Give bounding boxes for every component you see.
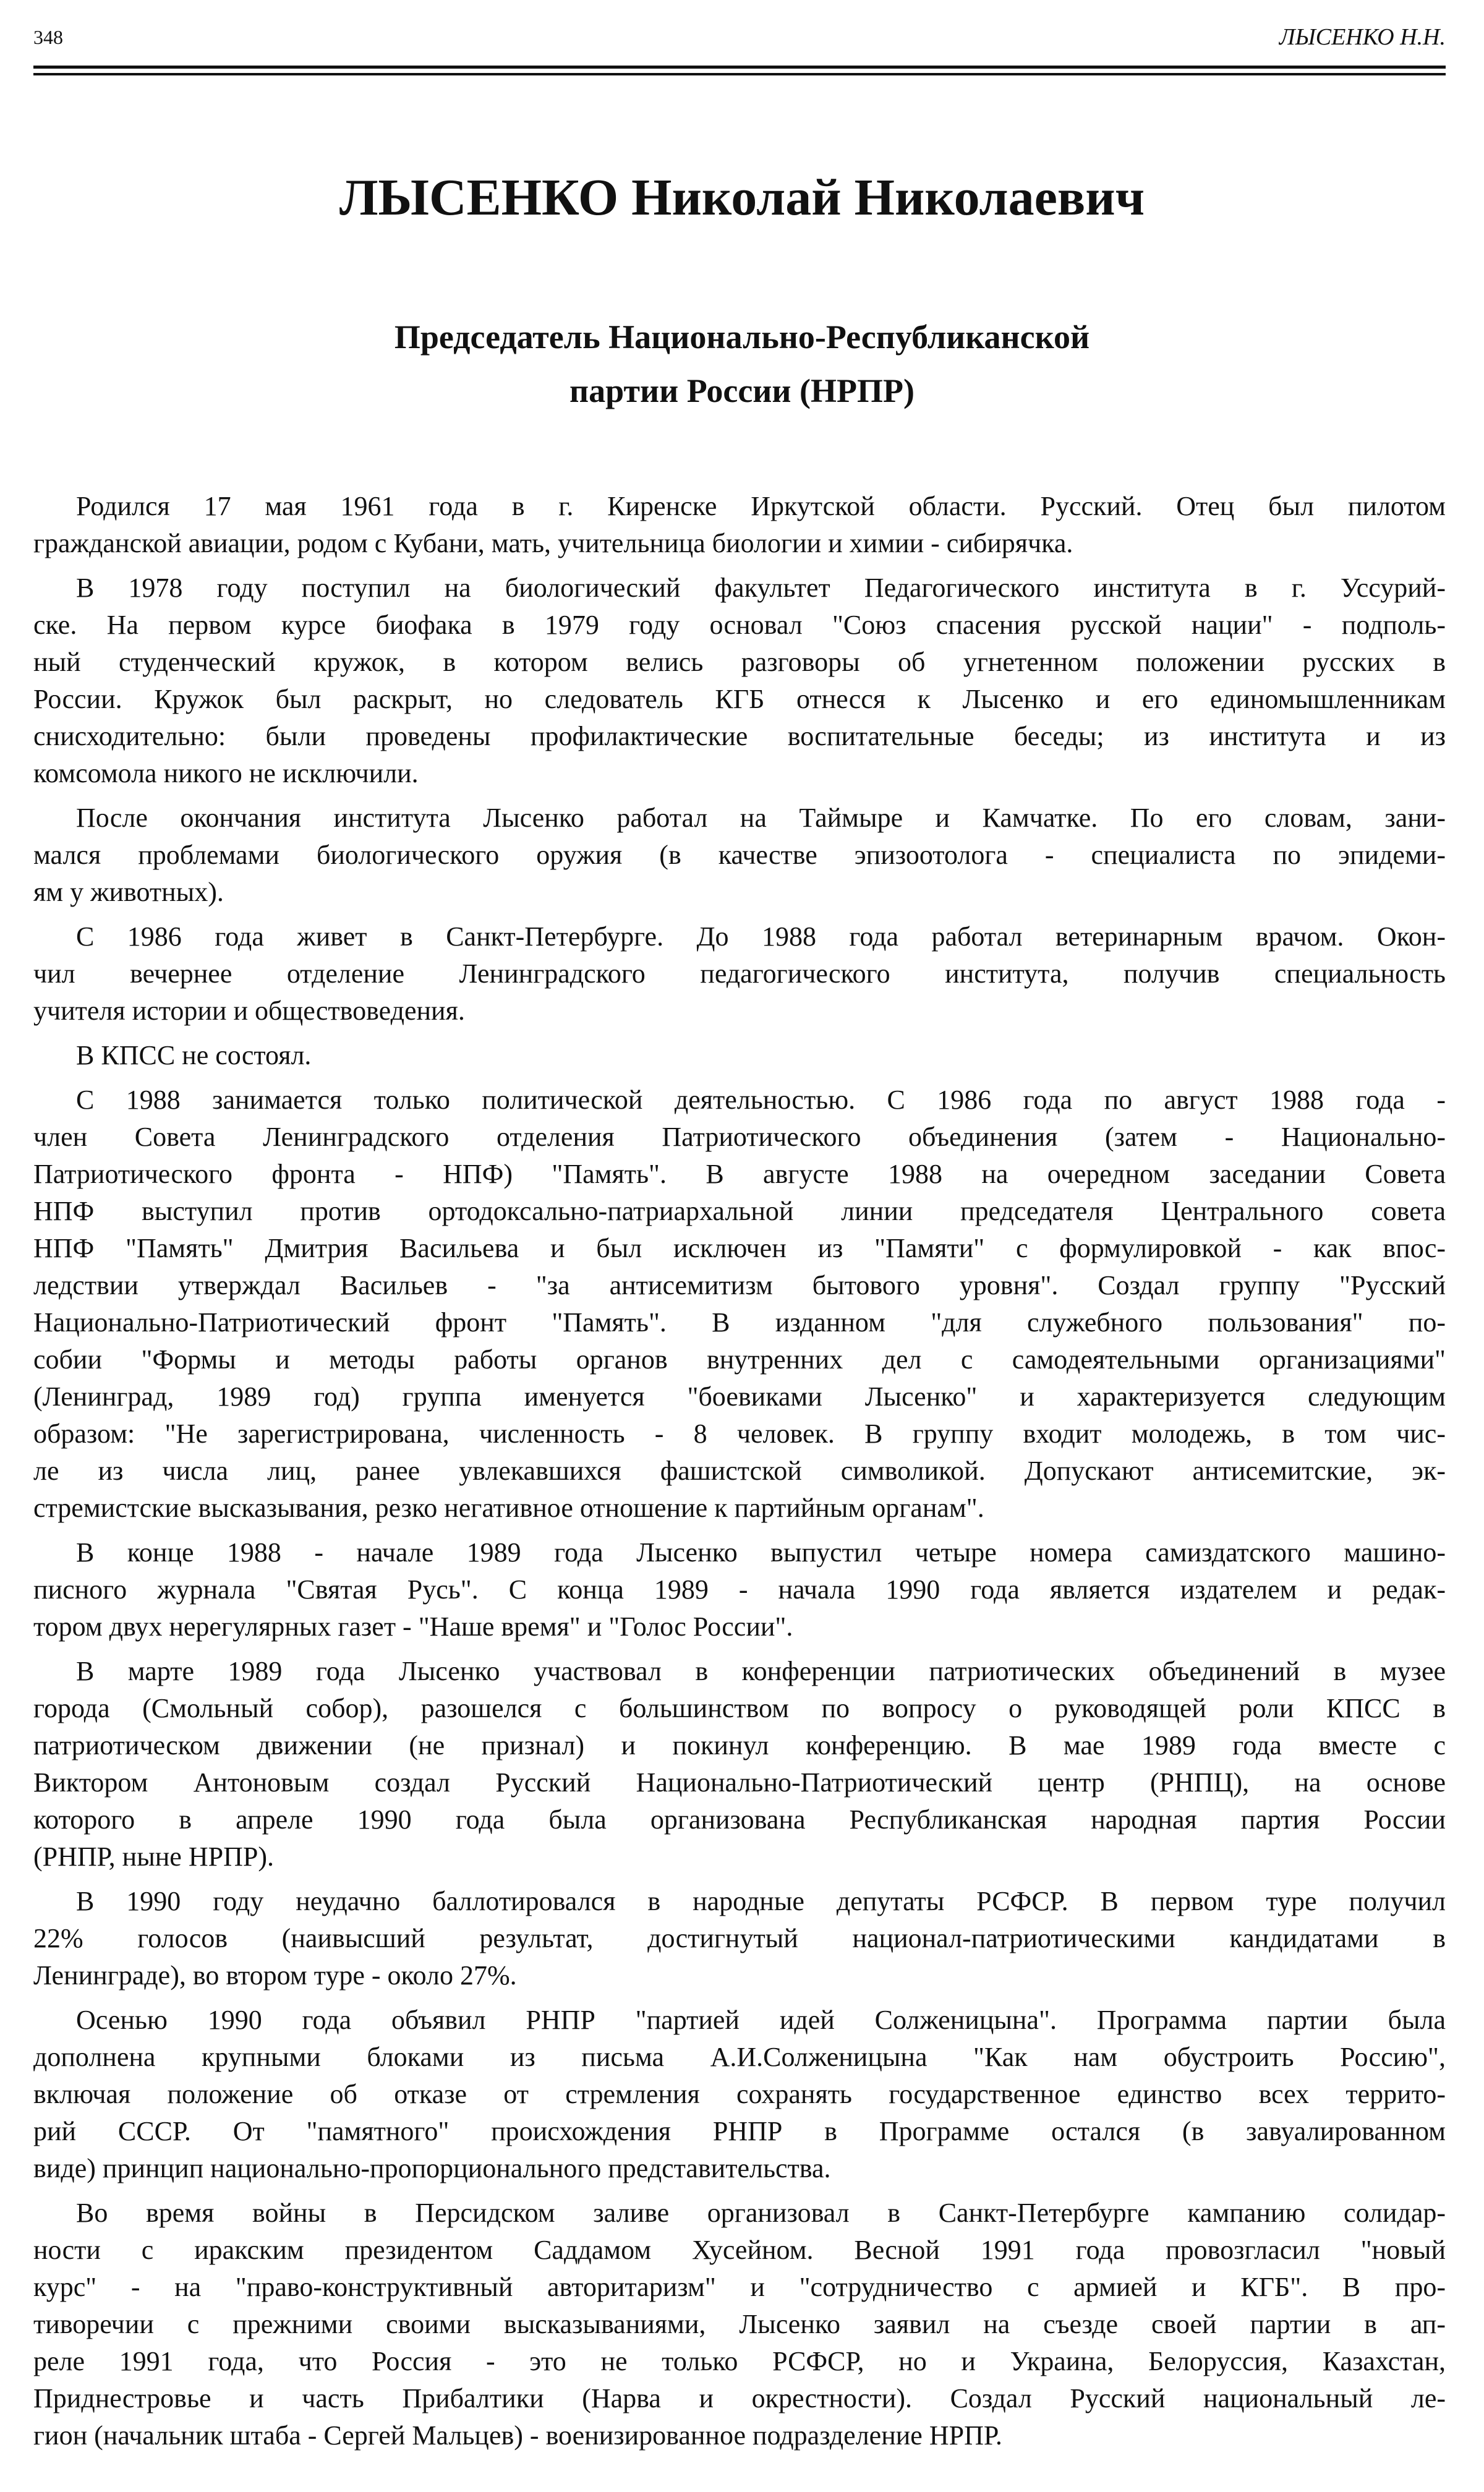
- text-line: ям у животных).: [33, 877, 224, 907]
- paragraph: [33, 800, 1446, 911]
- article-body: [33, 488, 1446, 2462]
- text-line: 22% голосов (наивысший результат, достигнутый национал-патриотическими кандидатами в: [33, 1923, 1446, 1953]
- text-line: тором двух нерегулярных газет - "Наше время" и "Голос России".: [33, 1611, 793, 1642]
- text-line: Ленинграде), во втором туре - около 27%.: [33, 1960, 517, 1991]
- text-line: Национально-Патриотический фронт "Память". В изданном "для служебного пользования" по-: [33, 1307, 1446, 1338]
- text-line: ле из числа лиц, ранее увлекавшихся фашистской символикой. Допускают антисемитские, эк-: [33, 1456, 1446, 1486]
- text-line: (Ленинград, 1989 год) группа именуется "боевиками Лысенко" и характеризуется следующим: [33, 1381, 1446, 1412]
- text-line: В конце 1988 - начале 1989 года Лысенко выпустил четыре номера самиздатского машино-: [76, 1537, 1446, 1568]
- text-line: НПФ выступил против ортодоксально-патриархальной линии председателя Центрального совета: [33, 1196, 1446, 1226]
- text-line: России. Кружок был раскрыт, но следователь КГБ отнесся к Лысенко и его единомышленникам: [33, 684, 1446, 714]
- text-line: Осенью 1990 года объявил РНПР "партией идей Солженицына". Программа партии была: [76, 2005, 1446, 2035]
- paragraph: [33, 570, 1446, 792]
- text-line: Приднестровье и часть Прибалтики (Нарва и окрестности). Создал Русский национальный ле-: [33, 2383, 1446, 2413]
- text-line: В 1978 году поступил на биологический факультет Педагогического института в г. Уссурий-: [76, 573, 1446, 603]
- text-line: образом: "Не зарегистрирована, численность - 8 человек. В группу входит молодежь, в том чис-: [33, 1419, 1446, 1449]
- subtitle-line: Председатель Национально-Республиканской: [394, 318, 1090, 356]
- text-line: В марте 1989 года Лысенко участвовал в конференции патриотических объединений в музее: [76, 1656, 1446, 1686]
- page-number: 348: [33, 26, 63, 48]
- text-line: писного журнала "Святая Русь". С конца 1989 - начала 1990 года является издателем и редак-: [33, 1574, 1446, 1605]
- text-line: учителя истории и обществоведения.: [33, 996, 465, 1026]
- text-line: Патриотического фронта - НПФ) "Память". В августе 1988 на очередном заседании Совета: [33, 1159, 1446, 1189]
- text-line: член Совета Ленинградского отделения Патриотического объединения (затем - Национально-: [33, 1122, 1446, 1152]
- paragraph: [33, 1534, 1446, 1645]
- header-rule-top: [33, 66, 1446, 69]
- text-line: города (Смольный собор), разошелся с большинством по вопросу о руководящей роли КПСС в: [33, 1693, 1446, 1723]
- text-line: курс" - на "право-конструктивный авторитаризм" и "сотрудничество с армией и КГБ". В про-: [33, 2272, 1446, 2302]
- text-line: реле 1991 года, что Россия - это не только РСФСР, но и Украина, Белоруссия, Казахстан,: [33, 2346, 1446, 2376]
- paragraph: [33, 1037, 1446, 1074]
- text-line: В 1990 году неудачно баллотировался в народные депутаты РСФСР. В первом туре получил: [76, 1886, 1446, 1916]
- text-line: После окончания института Лысенко работал на Таймыре и Камчатке. По его словам, зани-: [76, 803, 1446, 833]
- paragraph: [33, 2002, 1446, 2187]
- text-line: которого в апреле 1990 года была организована Республиканская народная партия России: [33, 1804, 1446, 1835]
- text-line: чил вечернее отделение Ленинградского педагогического института, получив специальность: [33, 958, 1446, 989]
- paragraph: [33, 918, 1446, 1030]
- text-line: ный студенческий кружок, в котором велись разговоры об угнетенном положении русских в: [33, 647, 1446, 677]
- text-line: дополнена крупными блоками из письма А.И.Солженицына "Как нам обустроить Россию",: [33, 2042, 1446, 2072]
- text-line: патриотическом движении (не признал) и покинул конференцию. В мае 1989 года вместе с: [33, 1730, 1446, 1760]
- text-line: тиворечии с прежними своими высказываниями, Лысенко заявил на съезде своей партии в ап-: [33, 2309, 1446, 2339]
- text-line: включая положение об отказе от стремления сохранять государственное единство всех террито-: [33, 2079, 1446, 2109]
- paragraph: [33, 1082, 1446, 1527]
- text-line: ности с иракским президентом Саддамом Хусейном. Весной 1991 года провозгласил "новый: [33, 2235, 1446, 2265]
- paragraph: [33, 1883, 1446, 1994]
- text-line: гражданской авиации, родом с Кубани, мать, учительница биологии и химии - сибирячка.: [33, 528, 1073, 558]
- text-line: НПФ "Память" Дмитрия Васильева и был исключен из "Памяти" с формулировкой - как впос-: [33, 1233, 1446, 1263]
- text-line: снисходительно: были проведены профилактические воспитательные беседы; из института и из: [33, 721, 1446, 751]
- text-line: В КПСС не состоял.: [76, 1040, 312, 1070]
- text-line: виде) принцип национально-пропорционального представительства.: [33, 2153, 831, 2183]
- text-line: стремистские высказывания, резко негативное отношение к партийным органам".: [33, 1493, 984, 1523]
- running-title: ЛЫСЕНКО Н.Н.: [1279, 24, 1446, 50]
- text-line: Виктором Антоновым создал Русский Национально-Патриотический центр (РНПЦ), на основе: [33, 1767, 1446, 1798]
- text-line: (РНПР, ныне НРПР).: [33, 1841, 274, 1872]
- text-line: С 1986 года живет в Санкт-Петербурге. До 1988 года работал ветеринарным врачом. Окон-: [76, 921, 1446, 952]
- paragraph: [33, 1653, 1446, 1875]
- text-line: комсомола никого не исключили.: [33, 758, 419, 788]
- text-line: собии "Формы и методы работы органов внутренних дел с самодеятельными организациями": [33, 1344, 1446, 1375]
- text-line: ске. На первом курсе биофака в 1979 году основал "Союз спасения русской нации" - подполь-: [33, 610, 1446, 640]
- text-line: гион (начальник штаба - Сергей Мальцев) - военизированное подразделение НРПР.: [33, 2420, 1002, 2451]
- article-title: ЛЫСЕНКО Николай Николаевич: [339, 169, 1145, 226]
- running-head: [33, 19, 1446, 56]
- text-line: Родился 17 мая 1961 года в г. Киренске Иркутской области. Русский. Отец был пилотом: [76, 491, 1446, 521]
- article-subtitle: [0, 310, 1484, 418]
- header-rule-bottom: [33, 73, 1446, 75]
- text-line: С 1988 занимается только политической деятельностью. С 1986 года по август 1988 года -: [76, 1085, 1446, 1115]
- text-line: ледствии утверждал Васильев - "за антисемитизм бытового уровня". Создал группу "Русский: [33, 1270, 1446, 1300]
- subtitle-line: партии России (НРПР): [569, 372, 915, 409]
- text-line: рий СССР. От "памятного" происхождения РНПР в Программе остался (в завуалированном: [33, 2116, 1446, 2146]
- paragraph: [33, 2195, 1446, 2454]
- text-line: Во время войны в Персидском заливе организовал в Санкт-Петербурге кампанию солидар-: [76, 2198, 1446, 2228]
- text-line: мался проблемами биологического оружия (в качестве эпизоотолога - специалиста по эпидеми-: [33, 840, 1446, 870]
- paragraph: [33, 488, 1446, 562]
